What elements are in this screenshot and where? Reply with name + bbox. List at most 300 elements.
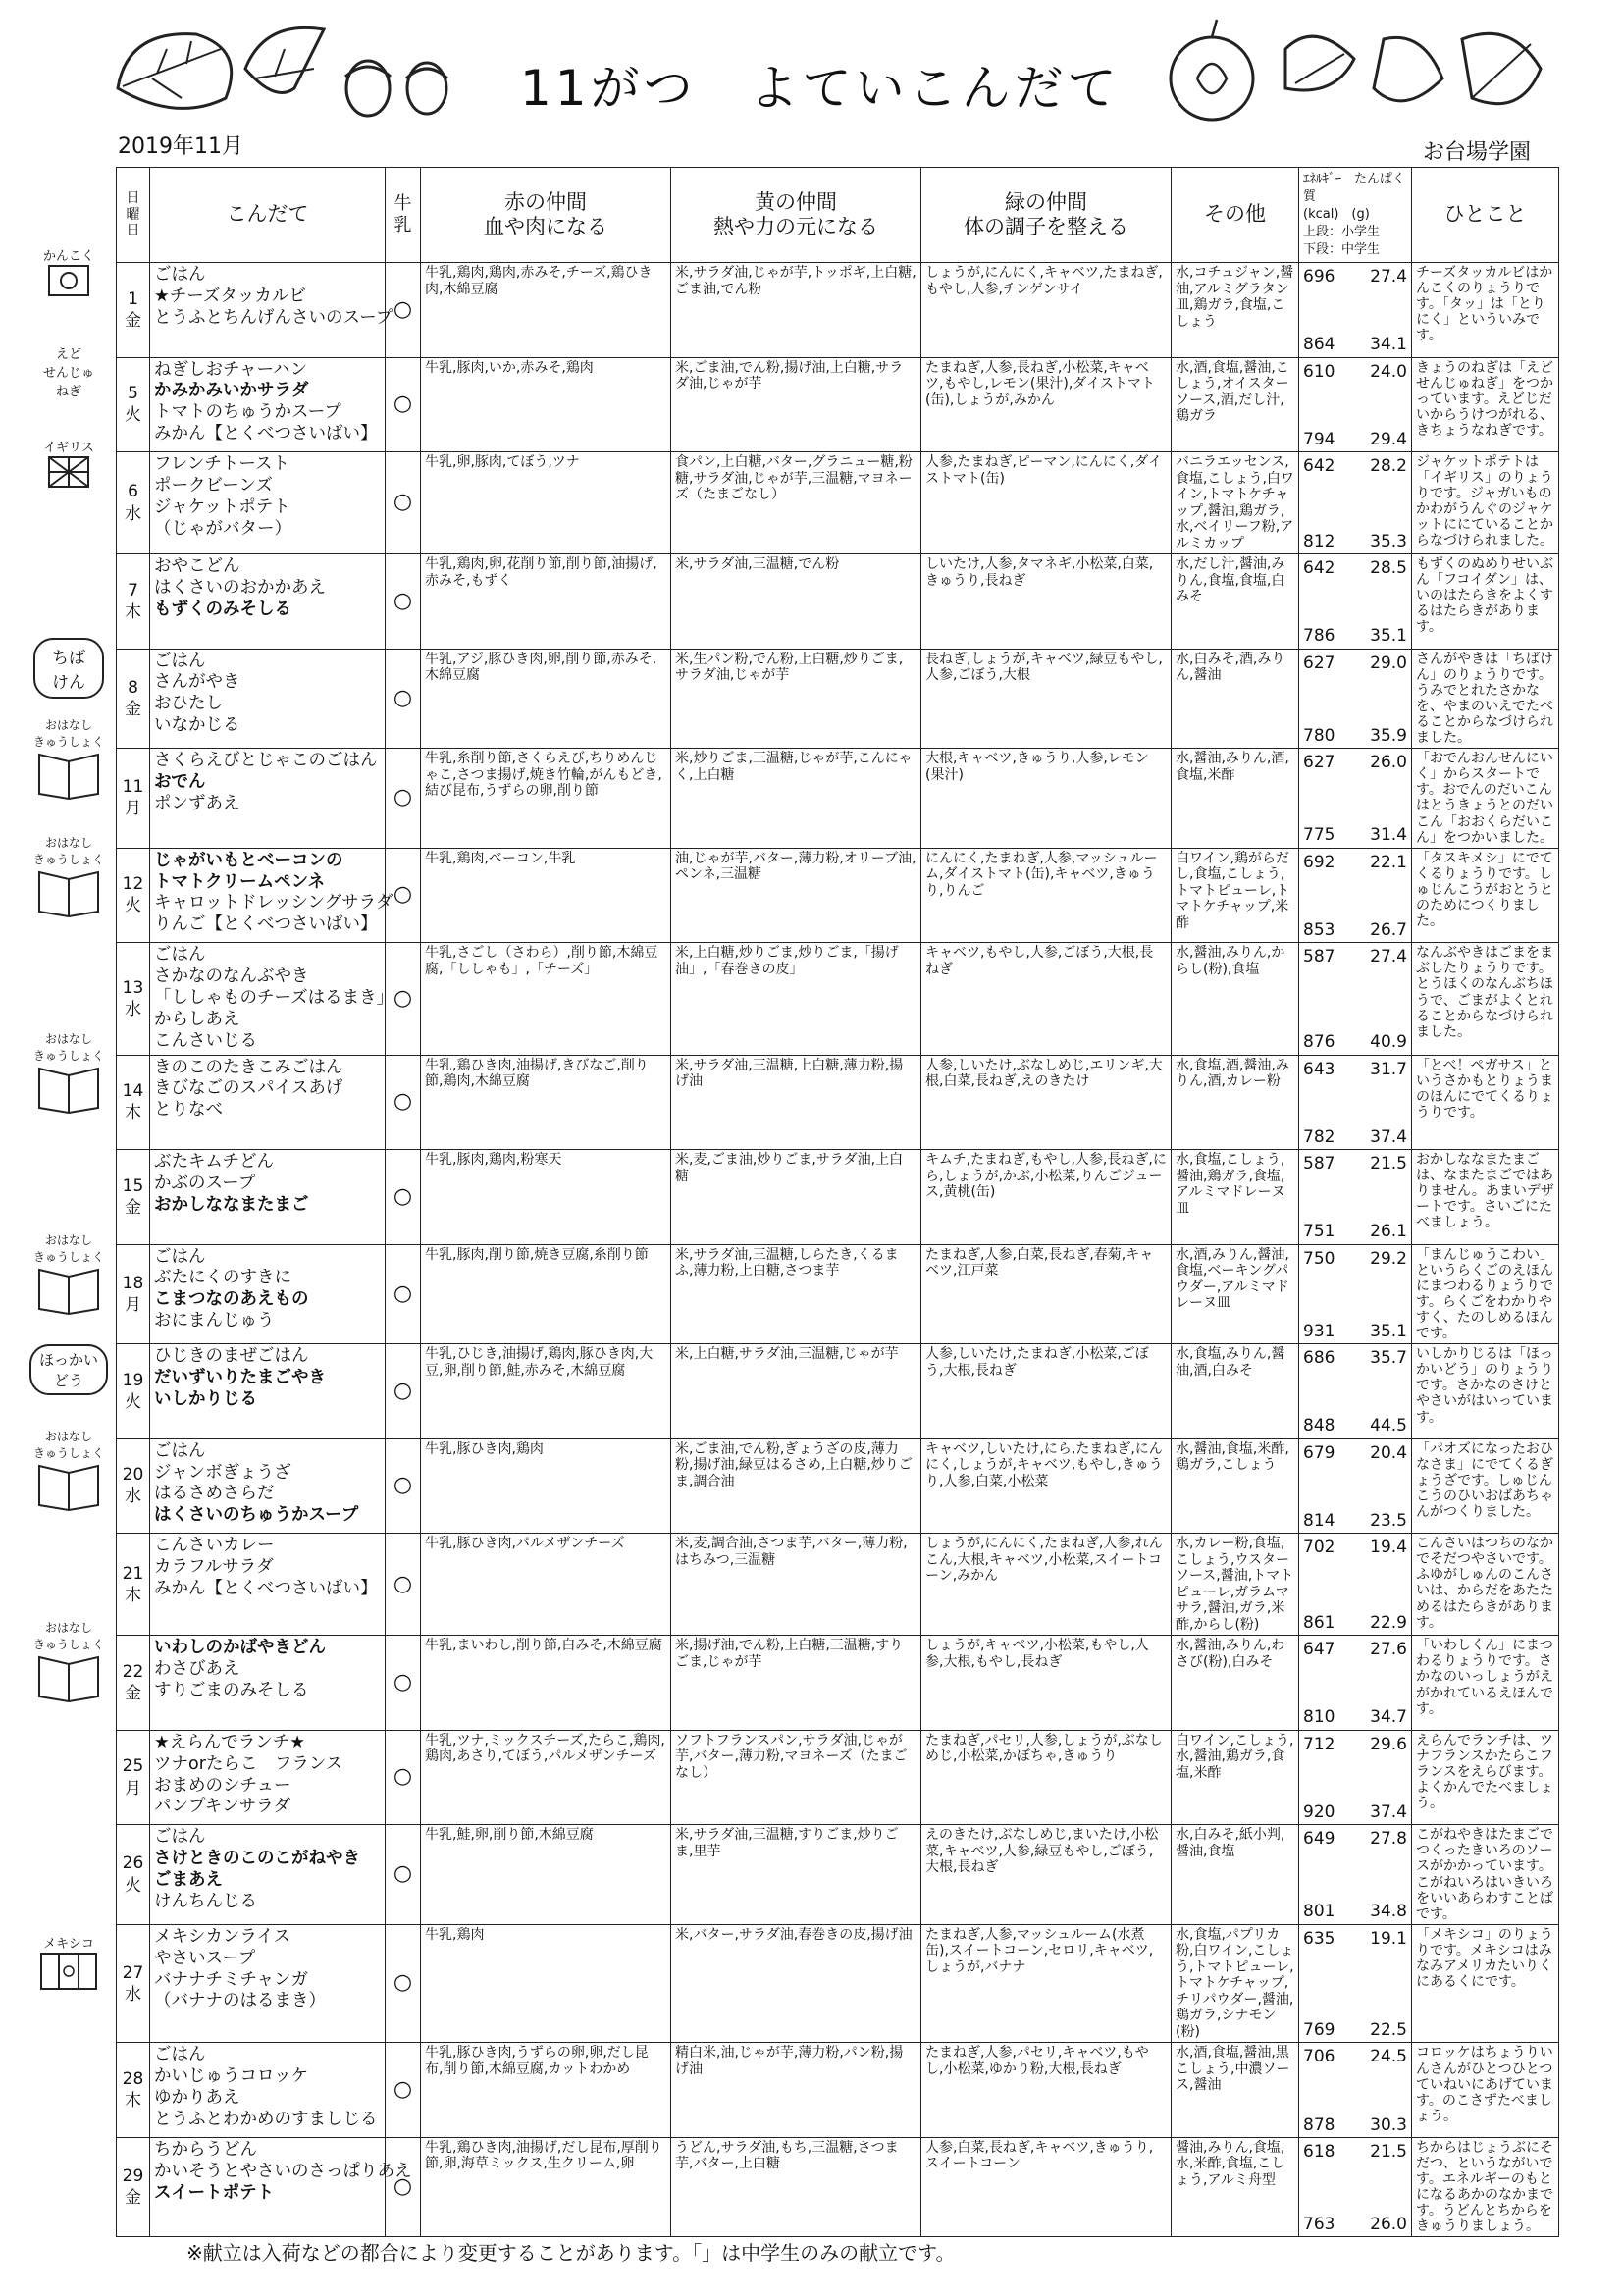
day-number: 7 <box>128 580 138 600</box>
table-row <box>117 263 1559 358</box>
green-group-cell: しょうが,キャベツ,小松菜,もやし,人参,大根,もやし,長ねぎ <box>921 1636 1172 1731</box>
menu-item: もずくのみそしる <box>154 599 291 619</box>
note-cell: 「まんじゅうこわい」というらくごのえほんにまつわるりょうりです。らくごをわかりやすく、たのしめるほんです。 <box>1412 1244 1559 1344</box>
yellow-group-cell: 米,揚げ油,でん粉,上白糖,三温糖,すりごま,じゃが芋 <box>671 1636 921 1731</box>
menu-item: ごはん <box>154 1827 206 1848</box>
yellow-group-cell: 米,生パン粉,でん粉,上白糖,炒りごま,サラダ油,じゃが芋 <box>671 649 921 749</box>
protein-junior: 29.4 <box>1370 429 1407 449</box>
protein-junior: 35.1 <box>1370 1321 1407 1341</box>
day-number: 18 <box>122 1273 144 1293</box>
book-icon: おはなし きゅうしょく <box>25 1619 113 1705</box>
day-number: 1 <box>128 288 138 309</box>
milk-cell: ○ <box>386 1344 421 1439</box>
menu-item: ジャケットポテト <box>154 496 290 517</box>
milk-cell: ○ <box>386 1730 421 1825</box>
menu-item: おまめのシチュー <box>154 1775 291 1796</box>
weekday: 水 <box>125 1487 141 1507</box>
menu-item: りんご【とくべつさいばい】 <box>154 914 378 935</box>
yellow-group-cell: 米,炒りごま,三温糖,じゃが芋,こんにゃく,上白糖 <box>671 749 921 849</box>
menu-cell <box>150 357 386 452</box>
other-group-cell: 水,食塩,みりん,醤油,酒,白みそ <box>1172 1344 1299 1439</box>
red-group-cell: 牛乳,まいわし,削り節,白みそ,木綿豆腐 <box>421 1636 671 1731</box>
yellow-group-cell: ソフトフランスパン,サラダ油,じゃが芋,バター,薄力粉,マヨネーズ（たまごなし） <box>671 1730 921 1825</box>
weekday: 火 <box>125 896 141 916</box>
energy-junior: 786 <box>1303 626 1335 647</box>
menu-item: （バナナのはるまき） <box>154 1991 326 2011</box>
note-cell: チーズタッカルビはかんこくのりょうりです。「タッ」は「とりにく」といういみです。 <box>1412 263 1559 358</box>
day-number: 15 <box>122 1175 144 1196</box>
red-group-cell: 牛乳,鶏ひき肉,油揚げ,きびなご,削り節,鶏肉,木綿豆腐 <box>421 1055 671 1150</box>
red-group-cell: 牛乳,豚ひき肉,パルメザンチーズ <box>421 1534 671 1636</box>
book-icon: おはなし きゅうしょく <box>25 1030 113 1117</box>
menu-item: こんさいカレー <box>154 1536 275 1556</box>
menu-item: ごはん <box>154 651 206 671</box>
note-cell: えらんでランチは、ツナフランスかたらこフランスをえらびます。よくかんでたべましょう。 <box>1412 1730 1559 1825</box>
energy-junior: 763 <box>1303 2215 1335 2235</box>
day-cell <box>117 1825 150 1925</box>
menu-item: すりごまのみそしる <box>154 1681 309 1700</box>
protein-elementary: 24.5 <box>1370 2047 1407 2067</box>
menu-cell <box>150 2043 386 2138</box>
other-group-cell: 白ワイン,鶏がらだし,食塩,こしょう,トマトピューレ,トマトケチャップ,米酢 <box>1172 848 1299 943</box>
protein-junior: 35.3 <box>1370 531 1407 551</box>
menu-cell <box>150 649 386 749</box>
red-group-cell: 牛乳,卵,豚肉,てぼう,ツナ <box>421 452 671 554</box>
table-row <box>117 848 1559 943</box>
menu-item: ジャンボぎょうざ <box>154 1462 291 1483</box>
day-cell <box>117 1055 150 1150</box>
energy-junior: 814 <box>1303 1510 1335 1531</box>
energy-junior: 931 <box>1303 1321 1335 1341</box>
menu-item: ひじきのまぜごはん <box>154 1346 309 1367</box>
weekday: 月 <box>125 1294 141 1315</box>
green-group-cell: 人参,しいたけ,ぶなしめじ,エリンギ,大根,白菜,長ねぎ,えのきたけ <box>921 1055 1172 1150</box>
energy-cell <box>1299 1825 1412 1925</box>
energy-junior: 794 <box>1303 429 1335 449</box>
col-menu: こんだて <box>150 168 386 263</box>
protein-elementary: 28.5 <box>1370 558 1407 579</box>
table-header-row <box>117 168 1559 263</box>
table-row <box>117 943 1559 1055</box>
menu-item: ごはん <box>154 1440 206 1461</box>
green-group-cell: たまねぎ,パセリ,人参,しょうが,ぶなしめじ,小松菜,かぼちゃ,きゅうり <box>921 1730 1172 1825</box>
energy-elementary: 696 <box>1303 267 1335 287</box>
red-group-cell: 牛乳,アジ,豚ひき肉,卵,削り節,赤みそ,木綿豆腐 <box>421 649 671 749</box>
menu-cell <box>150 2137 412 2237</box>
day-number: 28 <box>122 2069 144 2090</box>
col-green: 緑の仲間 体の調子を整える <box>921 168 1172 263</box>
yellow-group-cell: 米,麦,調合油,さつま芋,バター,薄力粉,はちみつ,三温糖 <box>671 1534 921 1636</box>
menu-item: いわしのかばやきどん <box>154 1638 326 1658</box>
note-cell: こんさいはつちのなかでそだつやさいです。ふゆがしゅんのこんさいは、からだをあたためるはたらきがあります。 <box>1412 1534 1559 1636</box>
energy-cell <box>1299 1438 1412 1534</box>
weekday: 金 <box>125 310 141 331</box>
table-row <box>117 1825 1559 1925</box>
day-cell <box>117 1438 150 1534</box>
day-number: 25 <box>122 1756 144 1777</box>
other-group-cell: 水,食塩,こしょう,醤油,鶏ガラ,食塩,アルミマドレーヌ皿 <box>1172 1150 1299 1245</box>
energy-junior: 878 <box>1303 2114 1335 2135</box>
menu-item: はくさいのちゅうかスープ <box>154 1505 359 1526</box>
energy-junior: 801 <box>1303 1902 1335 1922</box>
green-onion-icon: えど せんじゅ ねぎ <box>42 347 94 399</box>
energy-elementary: 649 <box>1303 1829 1335 1850</box>
energy-cell <box>1299 452 1412 554</box>
energy-cell <box>1299 1150 1412 1245</box>
menu-item: はくさいのおかかあえ <box>154 577 326 598</box>
menu-item: かぶのスープ <box>154 1173 256 1193</box>
green-group-cell: たまねぎ,人参,パセリ,キャベツ,もやし,小松菜,ゆかり粉,大根,長ねぎ <box>921 2043 1172 2138</box>
weekday: 火 <box>125 1391 141 1412</box>
table-row <box>117 2137 1559 2237</box>
green-group-cell: しょうが,にんにく,たまねぎ,人参,れんこん,大根,キャベツ,小松菜,スイートコーン,みかん <box>921 1534 1172 1636</box>
chiba-label-icon: ちば けん <box>25 638 113 699</box>
milk-cell: ○ <box>386 1534 421 1636</box>
menu-cell <box>150 1636 386 1731</box>
energy-cell <box>1299 749 1412 849</box>
mexico-flag-icon: メキシコ <box>25 1933 113 1995</box>
energy-cell <box>1299 848 1412 943</box>
menu-item: さけときのこのこがねやき <box>154 1849 360 1869</box>
menu-item: きびなごのスパイスあげ <box>154 1078 343 1099</box>
menu-cell <box>150 1150 386 1245</box>
protein-elementary: 29.2 <box>1370 1248 1407 1269</box>
book-icon: おはなし きゅうしょく <box>25 1231 113 1318</box>
note-cell: 「おでんおんせんにいく」からスタートです。おでんのだいこんはとうきょうとのだいこん「おおくらだいこん」をつかいました。 <box>1412 749 1559 849</box>
menu-item: やさいスープ <box>154 1948 256 1968</box>
menu-item: いしかりじる <box>154 1388 257 1409</box>
other-group-cell: 水,白みそ,酒,みりん,醤油 <box>1172 649 1299 749</box>
yellow-group-cell: 米,サラダ油,じゃが芋,トッポギ,上白糖,ごま油,でん粉 <box>671 263 921 358</box>
yellow-group-cell: うどん,サラダ油,もち,三温糖,さつま芋,バター,上白糖 <box>671 2137 921 2237</box>
red-group-cell: 牛乳,鶏ひき肉,油揚げ,だし昆布,厚削り節,卵,海草ミックス,生クリーム,卵 <box>421 2137 671 2237</box>
page-title: 11がつ よていこんだて <box>520 60 1121 117</box>
green-group-cell: キムチ,たまねぎ,もやし,人参,長ねぎ,にら,しょうが,かぶ,小松菜,りんごジュース,黄桃(缶) <box>921 1150 1172 1245</box>
protein-elementary: 21.5 <box>1370 2141 1407 2162</box>
note-cell: 「パオズになったおひなさま」にでてくるぎょうざです。しゅじんこうのひいおばあちゃんがつくりました。 <box>1412 1438 1559 1534</box>
col-energy: ｴﾈﾙｷﾞｰ たんぱく質 (kcal) (g) 上段：小学生 下段：中学生 <box>1299 168 1412 263</box>
red-group-cell: 牛乳,豚ひき肉,うずらの卵,卵,だし昆布,削り節,木綿豆腐,カットわかめ <box>421 2043 671 2138</box>
day-number: 8 <box>128 677 138 698</box>
weekday: 金 <box>125 2188 141 2209</box>
menu-cell <box>150 1438 386 1534</box>
milk-cell: ○ <box>386 749 421 849</box>
note-cell: 「メキシコ」のりょうりです。メキシコはみなみアメリカたいりくにあるくにです。 <box>1412 1924 1559 2043</box>
energy-elementary: 686 <box>1303 1348 1335 1369</box>
table-row <box>117 452 1559 554</box>
menu-cell <box>150 943 394 1055</box>
menu-cell <box>150 452 386 554</box>
energy-cell <box>1299 554 1412 650</box>
red-group-cell: 牛乳,ひじき,油揚げ,鶏肉,豚ひき肉,大豆,卵,削り節,鮭,赤みそ,木綿豆腐 <box>421 1344 671 1439</box>
table-row <box>117 649 1559 749</box>
green-group-cell: たまねぎ,人参,長ねぎ,小松菜,キャベツ,もやし,レモン(果汁),ダイストマト(缶),しょうが,みかん <box>921 357 1172 452</box>
menu-item: ごはん <box>154 1246 206 1267</box>
day-cell <box>117 554 150 650</box>
note-cell: コロッケはちょうりいんさんがひとつひとつていねいにあげています。のこさずたべましょう。 <box>1412 2043 1559 2138</box>
menu-cell <box>150 554 386 650</box>
energy-cell <box>1299 943 1412 1055</box>
col-note: ひとこと <box>1412 168 1559 263</box>
menu-cell <box>150 1534 386 1636</box>
sidebar-icons <box>20 167 118 2227</box>
footer-note: ※献立は入荷などの都合により変更することがあります。「」は中学生のみの献立です。 <box>186 2241 956 2265</box>
table-row <box>117 1534 1559 1636</box>
menu-cell <box>150 1244 386 1344</box>
protein-elementary: 22.1 <box>1370 852 1407 872</box>
protein-elementary: 35.7 <box>1370 1348 1407 1369</box>
yellow-group-cell: 米,バター,サラダ油,春巻きの皮,揚げ油 <box>671 1924 921 2043</box>
menu-item: おかしななまたまご <box>154 1194 309 1215</box>
book-icon: おはなし きゅうしょく <box>25 716 113 803</box>
day-cell <box>117 1730 150 1825</box>
energy-junior: 780 <box>1303 725 1335 746</box>
menu-item: ねぎしおチャーハン <box>154 359 308 380</box>
note-cell: もずくのぬめりせいぶん「フコイダン」は、いのはたらきをよくするはたらきがあります。 <box>1412 554 1559 650</box>
note-cell: ちからはじょうぶにそだつ、というながいです。エネルギーのもとになるあかのなかまです。うどんとちからをきゅうりましょう。 <box>1412 2137 1559 2237</box>
weekday: 火 <box>125 405 141 426</box>
menu-item: ★チーズタッカルビ <box>154 286 306 306</box>
protein-junior: 26.1 <box>1370 1222 1407 1242</box>
energy-cell <box>1299 2137 1412 2237</box>
other-group-cell: 水,醤油,みりん,からし(粉),食塩 <box>1172 943 1299 1055</box>
weekday: 木 <box>125 1585 141 1605</box>
weekday: 金 <box>125 1684 141 1703</box>
energy-elementary: 642 <box>1303 456 1335 476</box>
note-cell: 「いわしくん」にまつわるりょうりです。さかなのいっしょうがえがかれているえほんです。 <box>1412 1636 1559 1731</box>
weekday: 木 <box>125 2091 141 2112</box>
table-row <box>117 2043 1559 2138</box>
other-group-cell: 水,だし汁,醤油,みりん,食塩,食塩,白みそ <box>1172 554 1299 650</box>
day-cell <box>117 1924 150 2043</box>
other-group-cell: 水,醤油,みりん,酒,食塩,米酢 <box>1172 749 1299 849</box>
red-group-cell: 牛乳,鶏肉 <box>421 1924 671 2043</box>
note-cell: こがねやきはたまごでつくったきいろのソースがかかっています。こがねいろはいきいろをいいあらわすことばです。 <box>1412 1825 1559 1925</box>
energy-elementary: 587 <box>1303 1154 1335 1174</box>
energy-cell <box>1299 1534 1412 1636</box>
energy-elementary: 679 <box>1303 1442 1335 1463</box>
menu-item: おひたし <box>154 694 223 714</box>
col-milk: 牛 乳 <box>386 168 421 263</box>
protein-junior: 26.0 <box>1370 2215 1407 2235</box>
yellow-group-cell: 食パン,上白糖,バター,グラニュー糖,粉糖,サラダ油,じゃが芋,三温糖,マヨネーズ（たまごなし） <box>671 452 921 554</box>
other-group-cell: 水,醤油,食塩,米酢,鶏ガラ,こしょう <box>1172 1438 1299 1534</box>
energy-elementary: 627 <box>1303 753 1335 773</box>
red-group-cell: 牛乳,鶏肉,卵,花削り節,削り節,油揚げ,赤みそ,もずく <box>421 554 671 650</box>
other-group-cell: 水,白みそ,紙小判,醤油,食塩 <box>1172 1825 1299 1925</box>
yellow-group-cell: 米,サラダ油,三温糖,すりごま,炒りごま,里芋 <box>671 1825 921 1925</box>
green-group-cell: キャベツ,もやし,人参,ごぼう,大根,長ねぎ <box>921 943 1172 1055</box>
day-cell <box>117 263 150 358</box>
menu-item: こまつなのあえもの <box>154 1289 309 1310</box>
energy-elementary: 610 <box>1303 361 1335 382</box>
menu-item: メキシカンライス <box>154 1926 291 1947</box>
note-cell: きょうのねぎは「えどせんじゅねぎ」をつかっています。えどじだいからうけつがれる、きちょうなねぎです。 <box>1412 357 1559 452</box>
table-row <box>117 1055 1559 1150</box>
apple-and-leaves-icon <box>1158 10 1570 137</box>
menu-item: おでん <box>154 772 206 793</box>
day-cell <box>117 943 150 1055</box>
menu-month: 2019年11月 <box>118 134 243 159</box>
menu-cell <box>150 1924 386 2043</box>
menu-cell <box>150 1730 386 1825</box>
energy-junior: 769 <box>1303 2020 1335 2041</box>
red-group-cell: 牛乳,鮭,卵,削り節,木綿豆腐 <box>421 1825 671 1925</box>
menu-item: フレンチトースト <box>154 454 289 474</box>
milk-cell: ○ <box>386 1924 421 2043</box>
menu-item: ちからうどん <box>154 2139 257 2160</box>
menu-item: みかん【とくべつさいばい】 <box>154 1578 378 1598</box>
day-cell <box>117 2043 150 2138</box>
day-number: 21 <box>122 1563 144 1584</box>
menu-item: さんがやき <box>154 672 240 693</box>
energy-elementary: 635 <box>1303 1928 1335 1949</box>
day-number: 19 <box>122 1370 144 1390</box>
yellow-group-cell: 米,上白糖,炒りごま,炒りごま,「揚げ油」,「春巻きの皮」 <box>671 943 921 1055</box>
energy-cell <box>1299 1730 1412 1825</box>
col-yellow: 黄の仲間 熱や力の元になる <box>671 168 921 263</box>
menu-cell <box>150 263 393 358</box>
menu-item: とうふとわかめのすましじる <box>154 2110 378 2130</box>
energy-elementary: 750 <box>1303 1248 1335 1269</box>
note-cell: 「とべ！ペガサス」というさかもとりょうまのほんにでてくるりょうりです。 <box>1412 1055 1559 1150</box>
protein-elementary: 29.6 <box>1370 1734 1407 1754</box>
note-cell: なんぶやきはごまをまぶしたりょうりです。とうほくのなんぶちほうで、ごまがよくとれることからなづけられました。 <box>1412 943 1559 1055</box>
protein-junior: 34.8 <box>1370 1902 1407 1922</box>
other-group-cell: 水,酒,食塩,醤油,こしょう,オイスターソース,酒,だし汁,鶏ガラ <box>1172 357 1299 452</box>
menu-item: わさびあえ <box>154 1659 240 1680</box>
day-cell <box>117 1244 150 1344</box>
red-group-cell: 牛乳,糸削り節,さくらえび,ちりめんじゃこ,さつま揚げ,焼き竹輪,がんもどき,結び昆布,うずらの卵,削り節 <box>421 749 671 849</box>
milk-cell: ○ <box>386 357 421 452</box>
milk-cell: ○ <box>386 848 421 943</box>
weekday: 木 <box>125 601 141 622</box>
protein-junior: 37.4 <box>1370 1801 1407 1822</box>
energy-cell <box>1299 649 1412 749</box>
day-number: 5 <box>128 384 138 404</box>
day-number: 27 <box>122 1962 144 1983</box>
uk-flag-icon: イギリス <box>25 437 113 493</box>
protein-elementary: 27.6 <box>1370 1640 1407 1660</box>
korea-flag-icon: かんこく <box>25 245 113 301</box>
energy-cell <box>1299 1055 1412 1150</box>
energy-junior: 812 <box>1303 531 1335 551</box>
menu-item: とりなべ <box>154 1100 223 1121</box>
menu-item: かいじゅうコロッケ <box>154 2066 309 2087</box>
green-group-cell: 人参,たまねぎ,ピーマン,にんにく,ダイストマト(缶) <box>921 452 1172 554</box>
energy-junior: 861 <box>1303 1612 1335 1633</box>
table-row <box>117 1636 1559 1731</box>
milk-cell: ○ <box>386 452 421 554</box>
menu-item: ごはん <box>154 2045 206 2065</box>
menu-item: ポークビーンズ <box>154 475 273 496</box>
weekday: 水 <box>125 1984 141 2005</box>
day-number: 14 <box>122 1081 144 1102</box>
red-group-cell: 牛乳,ツナ,ミックスチーズ,たらこ,鶏肉,鶏肉,あさり,てぼう,パルメザンチーズ <box>421 1730 671 1825</box>
other-group-cell: 水,カレー粉,食塩,こしょう,ウスターソース,醤油,トマトピューレ,ガラムマサラ,醤油,ガラ,米酢,からし(粉) <box>1172 1534 1299 1636</box>
other-group-cell: バニラエッセンス,食塩,こしょう,白ワイン,トマトケチャップ,醤油,鶏ガラ,水,ベイリーフ粉,アルミカップ <box>1172 452 1299 554</box>
day-cell <box>117 452 150 554</box>
book-icon: おはなし きゅうしょく <box>25 1428 113 1514</box>
milk-cell: ○ <box>386 263 421 358</box>
green-group-cell: しょうが,にんにく,キャベツ,たまねぎ,もやし,人参,チンゲンサイ <box>921 263 1172 358</box>
yellow-group-cell: 油,じゃが芋,バター,薄力粉,オリーブ油,ペンネ,三温糖 <box>671 848 921 943</box>
day-number: 11 <box>122 777 144 798</box>
green-group-cell: たまねぎ,人参,白菜,長ねぎ,春菊,キャベツ,江戸菜 <box>921 1244 1172 1344</box>
red-group-cell: 牛乳,さごし（さわら）,削り節,木綿豆腐,「ししゃも」,「チーズ」 <box>421 943 671 1055</box>
energy-cell <box>1299 1244 1412 1344</box>
energy-junior: 864 <box>1303 335 1335 355</box>
energy-elementary: 642 <box>1303 558 1335 579</box>
day-cell <box>117 649 150 749</box>
day-number: 12 <box>122 874 144 895</box>
menu-item: バナナチミチャンガ <box>154 1969 308 1990</box>
green-group-cell: たまねぎ,人参,マッシュルーム(水煮缶),スイートコーン,セロリ,キャベツ,しょうが,バナナ <box>921 1924 1172 2043</box>
table-row <box>117 1438 1559 1534</box>
protein-junior: 34.7 <box>1370 1707 1407 1728</box>
menu-item: ぶたキムチどん <box>154 1152 274 1173</box>
menu-item: ポンずあえ <box>154 793 240 813</box>
page-header <box>98 10 1580 165</box>
day-cell <box>117 357 150 452</box>
protein-elementary: 26.0 <box>1370 753 1407 773</box>
table-row <box>117 749 1559 849</box>
other-group-cell: 白ワイン,こしょう,水,醤油,鶏ガラ,食塩,米酢 <box>1172 1730 1299 1825</box>
protein-elementary: 31.7 <box>1370 1059 1407 1079</box>
milk-cell: ○ <box>386 1244 421 1344</box>
day-number: 26 <box>122 1853 144 1874</box>
protein-junior: 22.5 <box>1370 2020 1407 2041</box>
energy-cell <box>1299 1344 1412 1439</box>
energy-elementary: 692 <box>1303 852 1335 872</box>
note-cell: さんがやきは「ちばけん」のりょうりです。うみでとれたさかなを、やまのいえでたべることからなづけられました。 <box>1412 649 1559 749</box>
day-cell <box>117 1534 150 1636</box>
menu-item: パンプキンサラダ <box>154 1797 290 1817</box>
menu-item: こんさいじる <box>154 1030 257 1051</box>
weekday: 月 <box>125 799 141 819</box>
milk-cell: ○ <box>386 2137 421 2237</box>
menu-item: とうふとちんげんさいのスープ <box>154 307 393 328</box>
col-red: 赤の仲間 血や肉になる <box>421 168 671 263</box>
day-number: 22 <box>122 1661 144 1682</box>
protein-elementary: 27.4 <box>1370 947 1407 967</box>
menu-table <box>116 167 1559 2237</box>
protein-elementary: 19.1 <box>1370 1928 1407 1949</box>
col-day: 日 曜日 <box>117 168 150 263</box>
menu-item: トマトのちゅうかスープ <box>154 402 341 423</box>
weekday: 木 <box>125 1103 141 1123</box>
energy-elementary: 712 <box>1303 1734 1335 1754</box>
table-row <box>117 1344 1559 1439</box>
green-group-cell: 長ねぎ,しょうが,キャベツ,緑豆もやし,人参,ごぼう,大根 <box>921 649 1172 749</box>
other-group-cell: 水,食塩,パプリカ粉,白ワイン,こしょう,トマトピューレ,トマトケチャップ,チリパウダー,醤油,鶏ガラ,シナモン(粉) <box>1172 1924 1299 2043</box>
other-group-cell: 水,醤油,みりん,わさび(粉),白みそ <box>1172 1636 1299 1731</box>
green-group-cell: えのきたけ,ぶなしめじ,まいたけ,小松菜,キャベツ,人参,緑豆もやし,ごぼう,大根,長ねぎ <box>921 1825 1172 1925</box>
weekday: 金 <box>125 1197 141 1218</box>
protein-elementary: 27.8 <box>1370 1829 1407 1850</box>
energy-elementary: 618 <box>1303 2141 1335 2162</box>
menu-item: かいそうとやさいのさっぱりあえ <box>154 2161 412 2181</box>
milk-cell: ○ <box>386 1150 421 1245</box>
yellow-group-cell: 米,麦,ごま油,炒りごま,サラダ油,上白糖 <box>671 1150 921 1245</box>
table-row <box>117 554 1559 650</box>
green-group-cell: キャベツ,しいたけ,にら,たまねぎ,にんにく,しょうが,キャベツ,もやし,きゅうり,人参,白菜,小松菜 <box>921 1438 1172 1534</box>
red-group-cell: 牛乳,豚肉,鶏肉,粉寒天 <box>421 1150 671 1245</box>
red-group-cell: 牛乳,豚肉,いか,赤みそ,鶏肉 <box>421 357 671 452</box>
day-number: 29 <box>122 2166 144 2187</box>
menu-item: （じゃがバター） <box>154 518 291 539</box>
energy-cell <box>1299 1924 1412 2043</box>
